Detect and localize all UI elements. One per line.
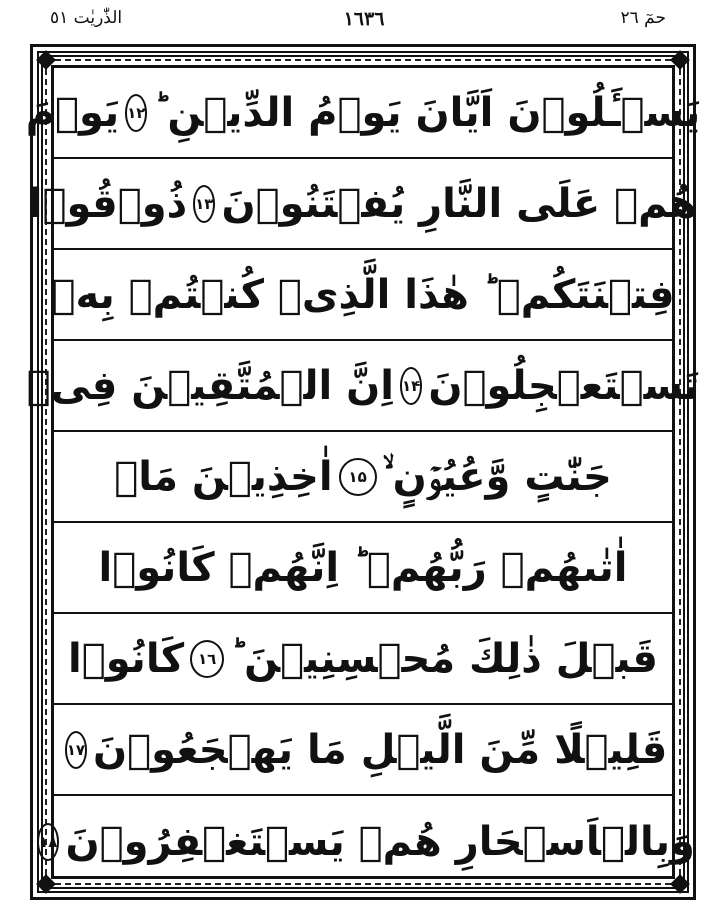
line-tail: اٰخِذِيۡنَ مَاۤ [114,453,333,500]
line-tail: يَوۡمَ [25,89,120,136]
verse-marker-icon: ۱۲ [125,94,147,132]
page-header-juz: حمٓ ۲٦ [620,8,666,28]
line-text: تَسۡتَعۡجِلُوۡنَ [428,362,700,409]
verse-marker-icon: ۱۷ [65,731,87,769]
text-line [51,250,675,341]
line-text: وَبِالۡاَسۡحَارِ هُمۡ يَسۡتَغۡفِرُوۡنَ [65,818,695,865]
text-line [54,705,672,796]
line-text: هُمۡ عَلَى النَّارِ يُفۡتَنُوۡنَ [221,180,698,227]
line-text: قَلِيۡلًا مِّنَ الَّيۡلِ مَا يَهۡجَعُوۡنَ [93,726,668,773]
text-line [54,523,672,614]
line-text: قَبۡلَ ذٰلِكَ مُحۡسِنِيۡنَ ؕ [230,635,658,682]
text-line [54,432,672,523]
line-text: فِتۡنَتَكُمۡ ؕ هٰذَا الَّذِىۡ كُنۡتُمۡ بِهٖ [51,271,675,318]
line-text: يَسۡـَٔلُوۡنَ اَيَّانَ يَوۡمُ الدِّيۡنِ ؕ [153,89,701,136]
line-tail: اِنَّ الۡمُتَّقِيۡنَ فِىۡ [26,362,395,409]
verse-marker-icon: ۱۵ [339,458,377,496]
page-border [25,44,701,900]
text-line [39,796,695,887]
page-header-surah: الذّٰريٰت ٥١ [50,8,123,28]
line-tail: كَانُوۡا [68,635,185,682]
verse-marker-icon: ۱۸ [37,823,59,861]
line-text: جَنّٰتٍ وَّعُيُوۡنٍ ۙ [382,453,612,500]
verse-marker-icon: ۱٦ [190,640,224,678]
page-number: ١٦٣٦ [343,8,385,30]
text-line [26,341,700,432]
text-line [25,68,701,159]
verse-marker-icon: ۱۳ [193,185,215,223]
text-line [54,614,672,705]
line-tail: ذُوۡقُوۡا [28,180,188,227]
text-area [25,65,701,879]
verse-marker-icon: ۱۴ [400,367,422,405]
line-text: اٰتٰٮهُمۡ رَبُّهُمۡ ؕ اِنَّهُمۡ كَانُوۡا [98,544,628,591]
text-line [28,159,698,250]
